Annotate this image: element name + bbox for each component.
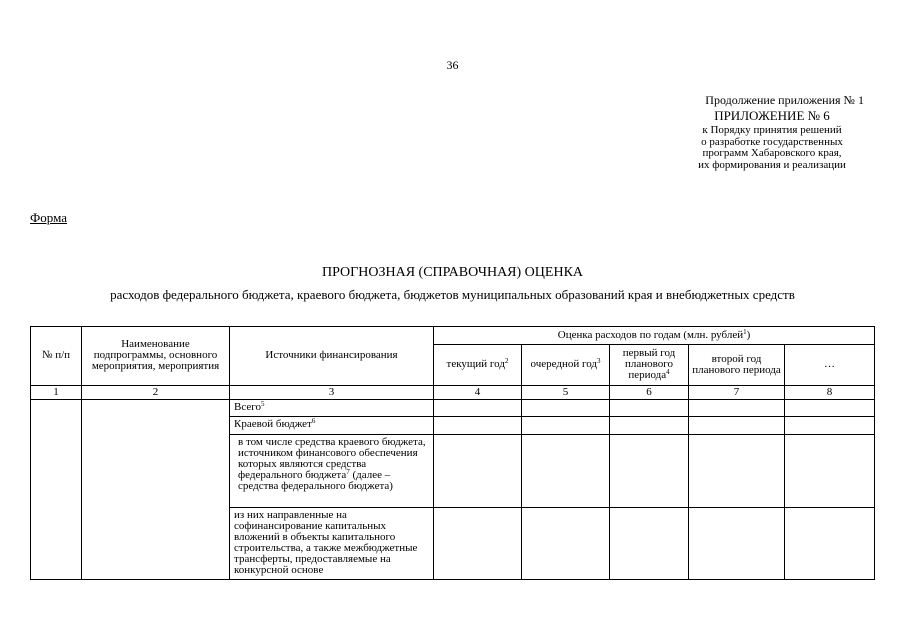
header-name: Наименование подпрограммы, основного мероприятия, мероприятия	[82, 327, 230, 386]
source-label-suffix: (далее – средства федерального бюджета)	[238, 469, 393, 493]
header-estimate-text: Оценка расходов по годам (млн. рублей	[557, 329, 744, 342]
table-cell	[610, 417, 689, 435]
column-number: 1	[31, 385, 82, 399]
table-cell	[689, 508, 785, 580]
year-label: текущий год	[446, 358, 505, 371]
source-label: Краевой бюджет	[234, 418, 312, 431]
table-cell	[522, 435, 610, 508]
column-number: 8	[785, 385, 875, 399]
column-number: 4	[434, 385, 522, 399]
appendix-continuation: Продолжение приложения № 1	[705, 93, 864, 107]
table-cell	[522, 417, 610, 435]
appendix-line: к Порядку принятия решений	[702, 124, 842, 137]
table-cell	[434, 508, 522, 580]
table-cell	[785, 435, 875, 508]
source-row-regional	[230, 417, 434, 435]
header-year-plan1	[610, 345, 689, 385]
appendix-line: их формирования и реализации	[698, 158, 846, 171]
footnote-mark: 7	[346, 468, 350, 477]
year-label: первый год планового периода	[622, 347, 676, 382]
source-row-cofinancing	[230, 508, 434, 580]
column-number: 2	[82, 385, 230, 399]
table-cell	[610, 508, 689, 580]
table-cell	[31, 399, 82, 579]
table-cell	[689, 435, 785, 508]
footnote-mark: 5	[260, 399, 265, 408]
table-cell	[785, 417, 875, 435]
column-number: 5	[522, 385, 610, 399]
column-number: 3	[230, 385, 434, 399]
table-cell	[434, 399, 522, 416]
year-label: второй год планового периода	[692, 352, 781, 376]
table-cell	[434, 435, 522, 508]
table-cell	[785, 508, 875, 580]
header-year-current	[434, 345, 522, 385]
column-number: 7	[689, 385, 785, 399]
table-cell	[610, 435, 689, 508]
table-cell	[82, 399, 230, 579]
header-estimate-group	[434, 327, 875, 345]
source-row-federal-funds	[230, 435, 434, 508]
page-number: 36	[446, 58, 459, 72]
column-number: 6	[610, 385, 689, 399]
footnote-mark: 1	[743, 328, 747, 337]
footnote-mark: 6	[311, 417, 316, 426]
year-label: …	[824, 358, 836, 371]
table-cell	[522, 508, 610, 580]
footnote-mark: 3	[597, 357, 601, 366]
source-label: в том числе средства краевого бюджета, источником финансового обеспечения которых являются средства федерального бюджета	[238, 436, 426, 482]
table-cell	[689, 399, 785, 416]
appendix-title: ПРИЛОЖЕНИЕ № 6	[714, 107, 830, 123]
form-label: Форма	[30, 210, 67, 225]
document-title: ПРОГНОЗНАЯ (СПРАВОЧНАЯ) ОЦЕНКА	[321, 265, 584, 280]
table-cell	[434, 417, 522, 435]
header-sources: Источники финансирования	[230, 327, 434, 386]
appendix-line: о разработке государственных	[701, 135, 843, 148]
header-year-next	[522, 345, 610, 385]
header-year-plan2	[689, 345, 785, 385]
appendix-line: программ Хабаровского края,	[702, 147, 842, 160]
footnote-mark: 4	[666, 368, 670, 377]
table-cell	[689, 417, 785, 435]
table-cell	[522, 399, 610, 416]
source-label: из них направленные на софинансирование капитальных вложений в объекты капитального строительства, а также межбюджетные трансферты, предоставляемые на конкурсной основе	[234, 509, 418, 577]
source-label: Всего	[234, 400, 261, 413]
year-label: очередной год	[530, 358, 597, 371]
estimate-table	[30, 326, 875, 580]
table-cell	[610, 399, 689, 416]
document-subtitle: расходов федерального бюджета, краевого бюджета, бюджетов муниципальных образований края и внебюджетных средств	[110, 287, 795, 302]
source-row-total	[230, 399, 434, 416]
header-num: № п/п	[31, 327, 82, 386]
header-estimate-close: )	[746, 329, 751, 342]
table-cell	[785, 399, 875, 416]
appendix-header	[680, 94, 864, 171]
footnote-mark: 2	[504, 357, 509, 366]
header-year-more	[785, 345, 875, 385]
